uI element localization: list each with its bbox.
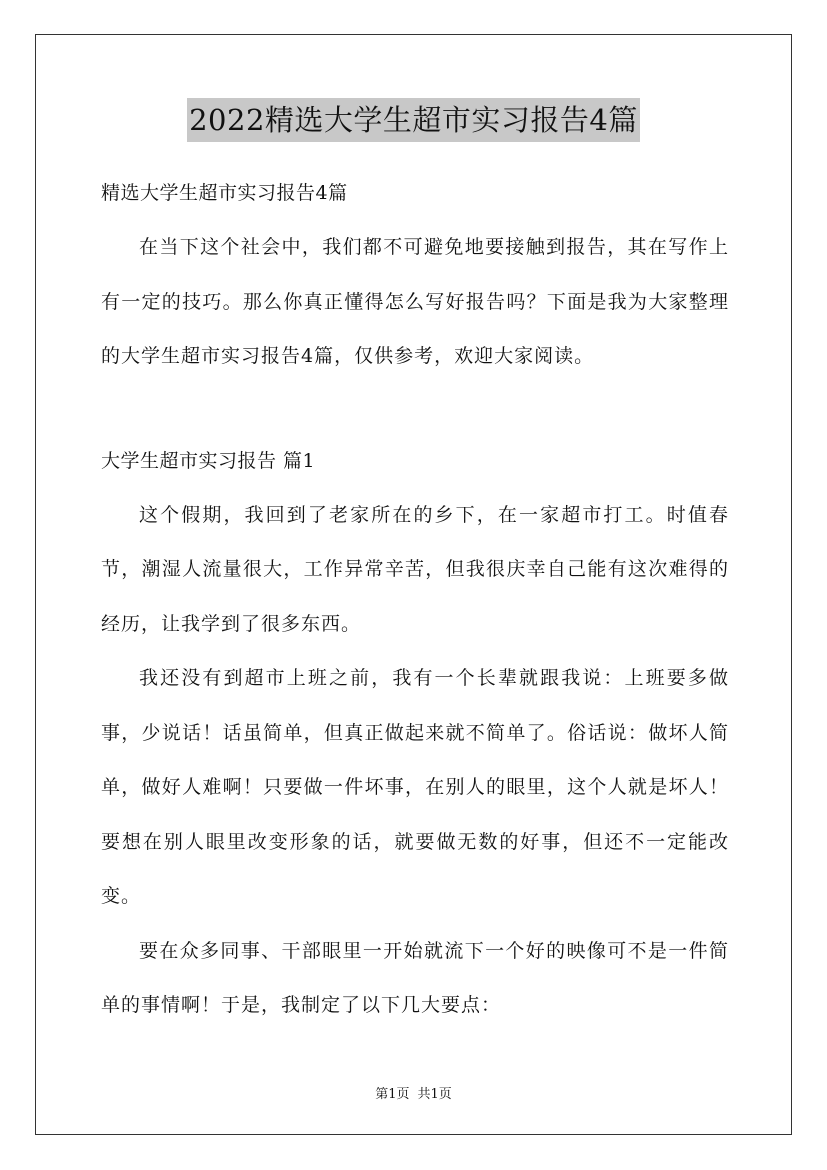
section-paragraph-2: 我还没有到超市上班之前，我有一个长辈就跟我说：上班要多做事，少说话！话虽简单，但真正做起来就不简单了。俗话说：做坏人简单，做好人难啊！只要做一件坏事，在别人的眼里，这个人就是坏人！要想在别人眼里改变形象的话，就要做无数的好事，但还不一定能改变。 bbox=[101, 667, 729, 907]
section-spacer bbox=[101, 384, 729, 434]
title-container bbox=[0, 98, 827, 142]
intro-paragraph: 在当下这个社会中，我们都不可避免地要接触到报告，其在写作上有一定的技巧。那么你真正懂得怎么写好报告吗？下面是我为大家整理的大学生超市实习报告4篇，仅供参考，欢迎大家阅读。 bbox=[101, 236, 729, 367]
section-paragraph-1: 这个假期，我回到了老家所在的乡下，在一家超市打工。时值春节，潮湿人流量很大，工作异常辛苦，但我很庆幸自己能有这次难得的经历，让我学到了很多东西。 bbox=[101, 503, 729, 635]
document-title: 2022精选大学生超市实习报告4篇 bbox=[187, 98, 640, 142]
page-total: 共1页 bbox=[417, 1087, 452, 1102]
document-body bbox=[101, 166, 729, 1033]
intro-heading: 精选大学生超市实习报告4篇 bbox=[101, 182, 348, 204]
section-heading: 大学生超市实习报告 篇1 bbox=[101, 449, 316, 472]
page-number: 第1页 bbox=[375, 1087, 410, 1102]
page-footer bbox=[0, 1083, 827, 1102]
section-paragraph-3: 要在众多同事、干部眼里一开始就流下一个好的映像可不是一件简单的事情啊！于是，我制定了以下几大要点： bbox=[101, 939, 729, 1016]
